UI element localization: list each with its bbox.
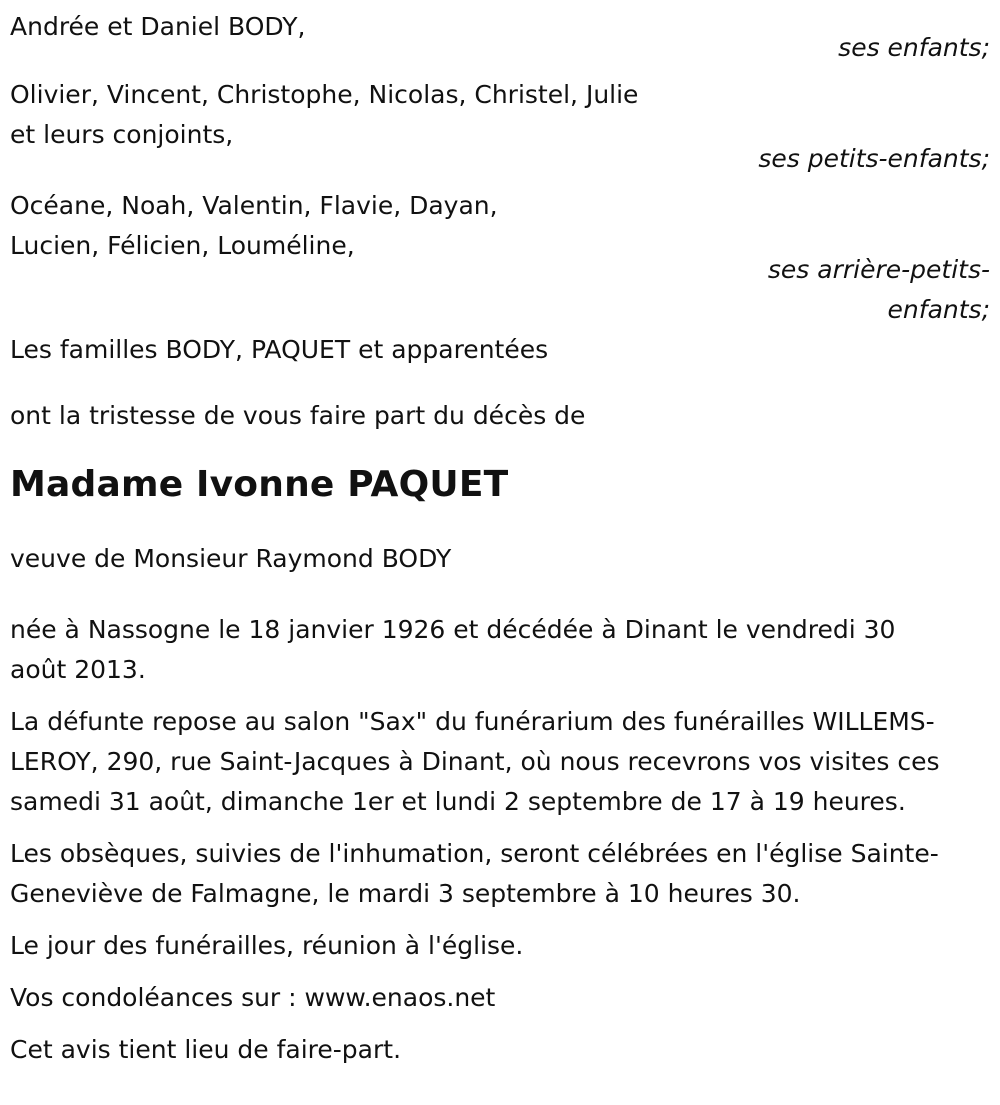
notice-info: Cet avis tient lieu de faire-part.: [10, 1035, 402, 1064]
repose-line3: samedi 31 août, dimanche 1er et lundi 2 septembre de 17 à 19 heures.: [10, 787, 906, 816]
announcement-intro: ont la tristesse de vous faire part du décès de: [10, 401, 586, 430]
grandchildren-names-line1: Olivier, Vincent, Christophe, Nicolas, Christel, Julie: [10, 80, 639, 109]
other-families: Les familles BODY, PAQUET et apparentées: [10, 335, 549, 364]
grandchildren-role: ses petits-enfants;: [758, 144, 990, 173]
greatgrandchildren-names-line2: Lucien, Félicien, Louméline,: [10, 231, 355, 260]
repose-line1: La défunte repose au salon "Sax" du funérarium des funérailles WILLEMS-: [10, 707, 935, 736]
funeral-line1: Les obsèques, suivies de l'inhumation, seront célébrées en l'église Sainte-: [10, 839, 939, 868]
birth-death-line1: née à Nassogne le 18 janvier 1926 et décédée à Dinant le vendredi 30: [10, 615, 896, 644]
grandchildren-names-line2: et leurs conjoints,: [10, 120, 234, 149]
deceased-name: Madame Ivonne PAQUET: [10, 464, 509, 505]
repose-line2: LEROY, 290, rue Saint-Jacques à Dinant, où nous recevrons vos visites ces: [10, 747, 940, 776]
birth-death-line2: août 2013.: [10, 655, 146, 684]
children-role: ses enfants;: [838, 33, 990, 62]
meeting-info: Le jour des funérailles, réunion à l'église.: [10, 931, 524, 960]
greatgrandchildren-names-line1: Océane, Noah, Valentin, Flavie, Dayan,: [10, 191, 498, 220]
funeral-line2: Geneviève de Falmagne, le mardi 3 septembre à 10 heures 30.: [10, 879, 801, 908]
obituary-notice: [10, 7, 990, 1070]
greatgrandchildren-role-line2: enfants;: [887, 295, 990, 324]
condolences-info: Vos condoléances sur : www.enaos.net: [10, 983, 496, 1012]
children-names: Andrée et Daniel BODY,: [10, 12, 306, 41]
greatgrandchildren-role-line1: ses arrière-petits-: [767, 255, 990, 284]
widow-of: veuve de Monsieur Raymond BODY: [10, 544, 452, 573]
